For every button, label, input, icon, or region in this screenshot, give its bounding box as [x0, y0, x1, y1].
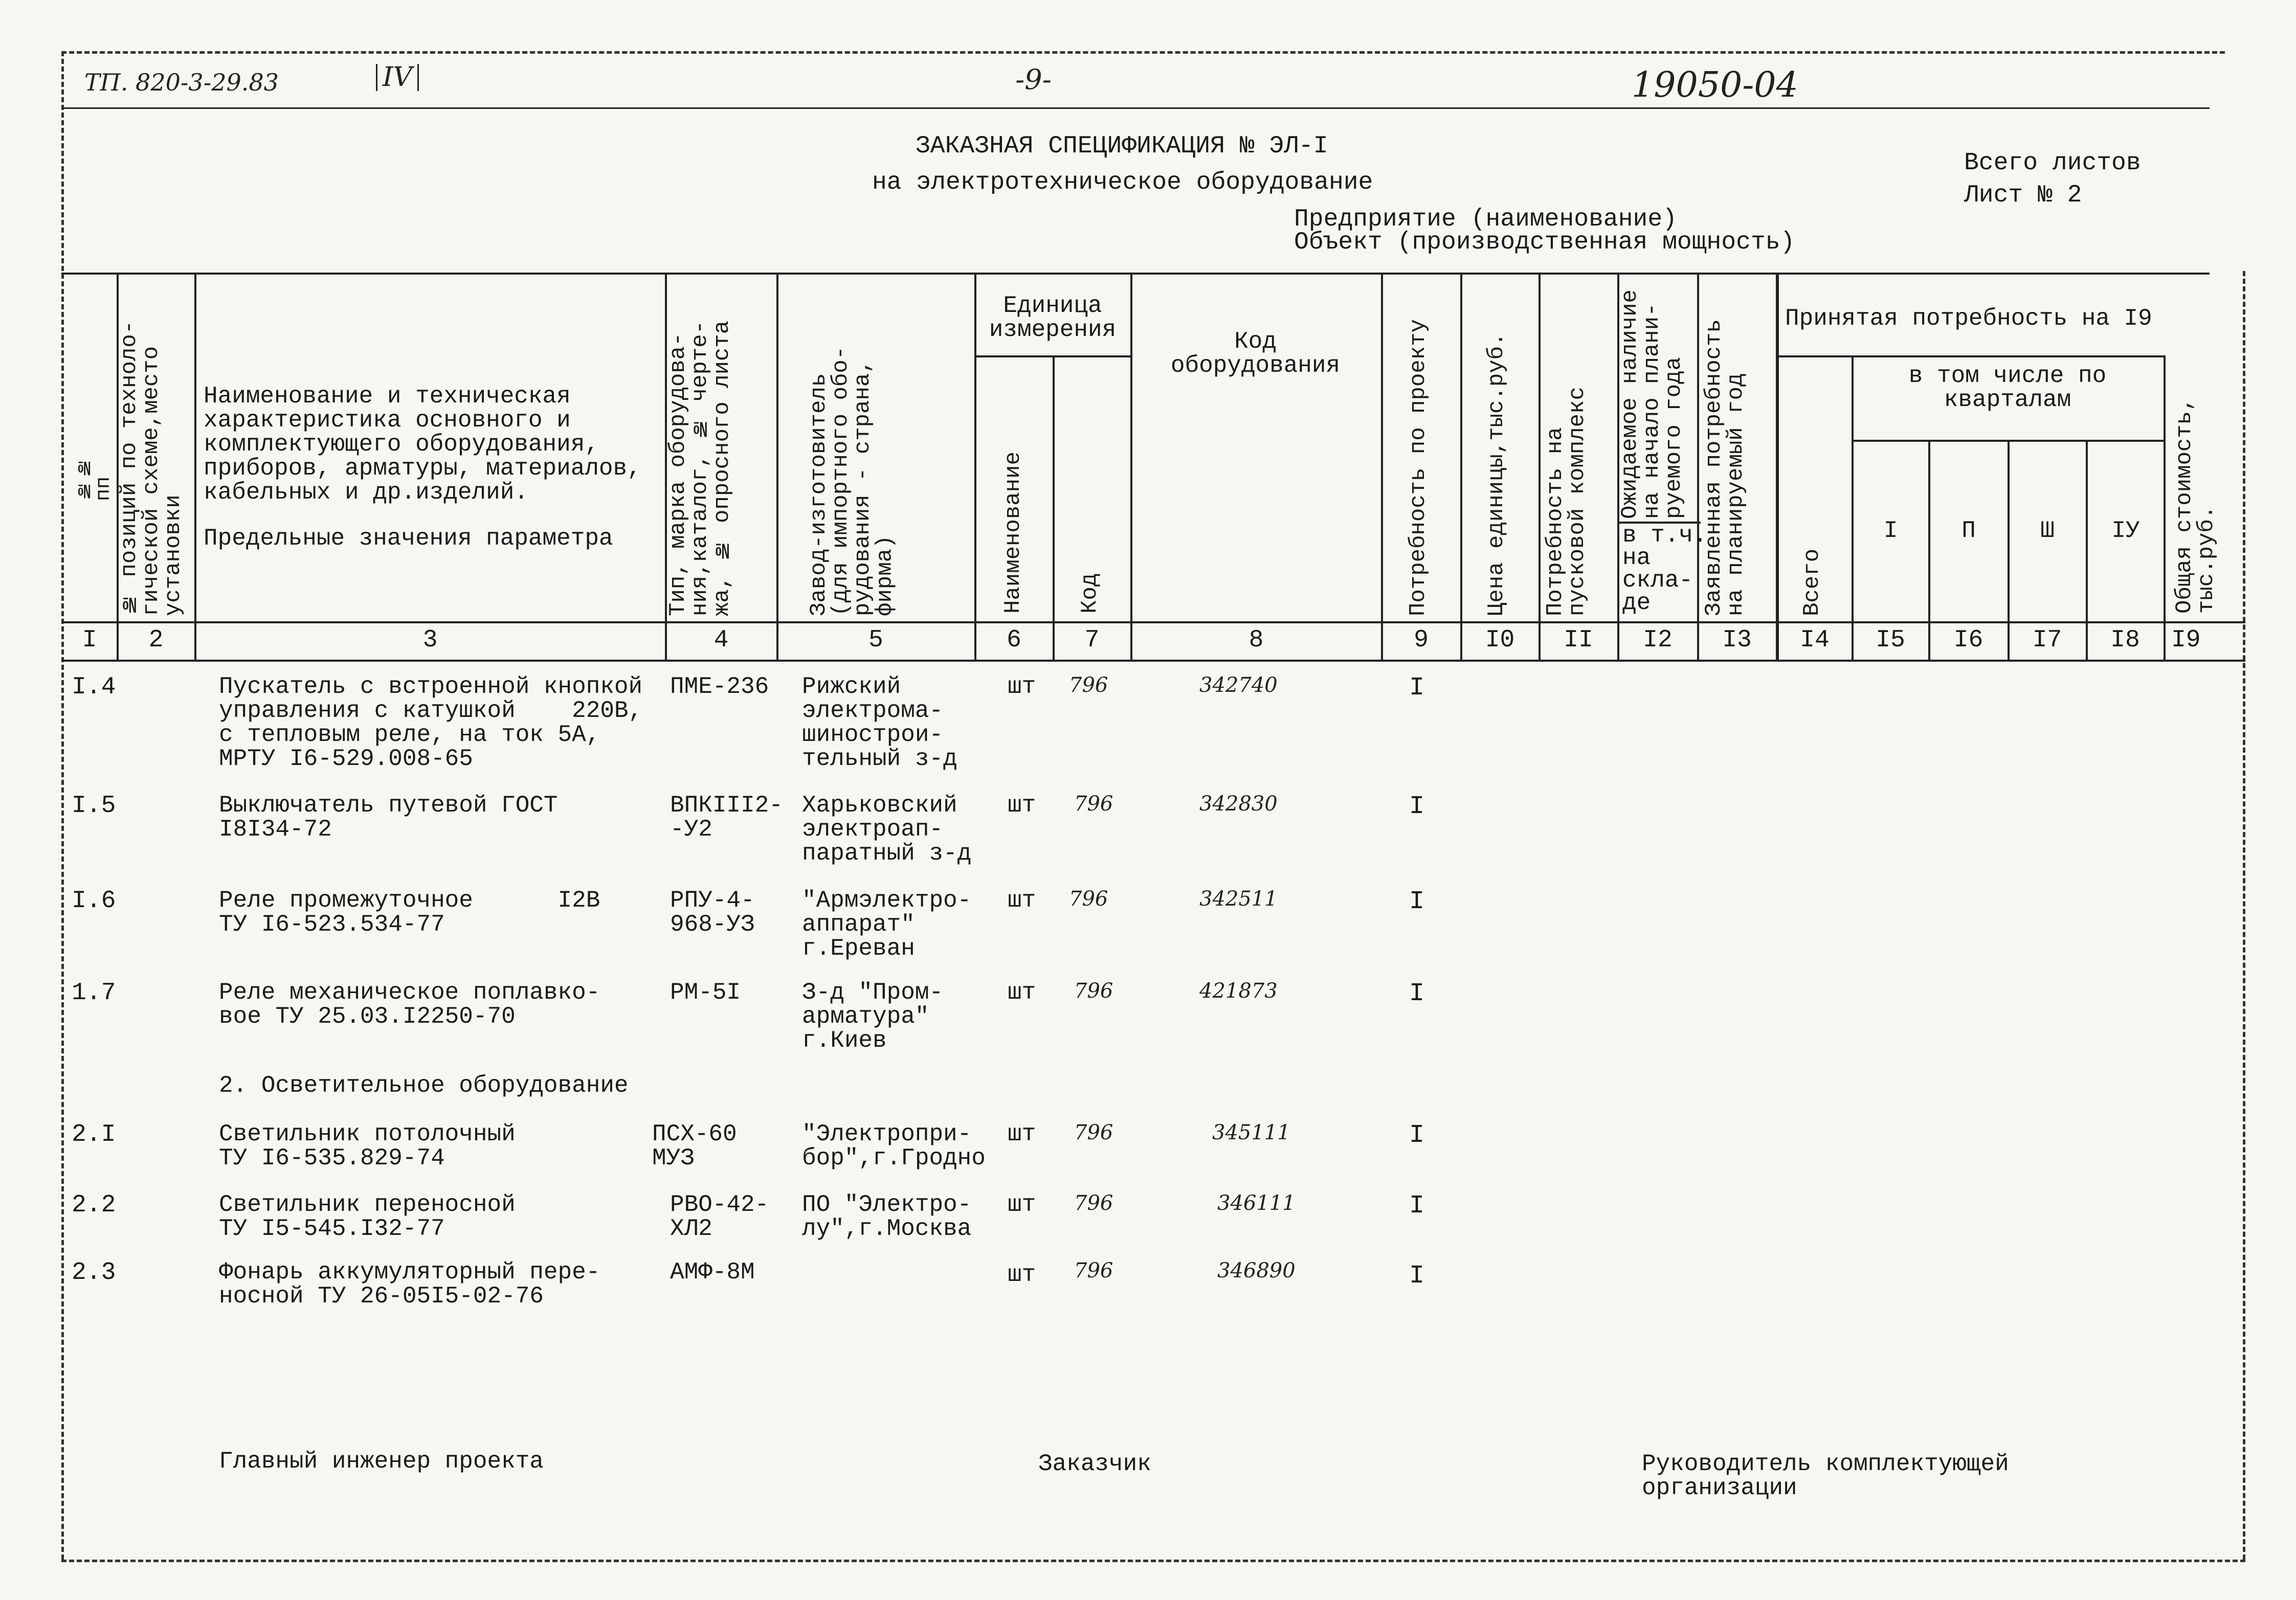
col-header-5: Завод-изготовитель (для импортного обо- рудования - страна, фирма) — [806, 346, 898, 616]
row-name: Светильник потолочный ТУ I6-535.829-74 — [219, 1121, 516, 1171]
doc-code: ТП. 820-3-29.83 — [84, 69, 279, 96]
col-header-17: Ш — [2040, 517, 2055, 544]
page-number: -9- — [1015, 63, 1052, 96]
col-number-1: I — [82, 626, 97, 654]
col-line-18 — [2164, 355, 2166, 660]
col-line-17 — [2086, 440, 2088, 660]
section-lighting-title: 2. Осветительное оборудование — [219, 1072, 629, 1099]
row-equipment-code: 346890 — [1217, 1259, 1296, 1282]
row-equipment-code: 346111 — [1217, 1191, 1296, 1215]
customer-label: Заказчик — [1038, 1451, 1151, 1477]
col-header-12-warehouse: в т.ч. на скла- де — [1622, 522, 1707, 617]
total-sheets: Всего листов — [1964, 149, 2141, 177]
col-number-13: I3 — [1722, 626, 1752, 654]
col-number-2: 2 — [148, 626, 164, 654]
row-unit: шт — [1008, 673, 1036, 700]
col-header-19: Общая стоимость, тыс.руб. — [2172, 397, 2220, 614]
row-maker: Харьковский электроап- паратный з-д — [802, 792, 972, 867]
col-line-6 — [1053, 355, 1055, 660]
row-equipment-code: 342830 — [1199, 792, 1278, 816]
row-unit-code: 796 — [1074, 1259, 1113, 1282]
row-maker: Рижский электрома- шинострои- тельный з-д — [802, 673, 957, 772]
header-rule — [61, 107, 2210, 109]
album-number: IV — [376, 64, 419, 91]
col-number-7: 7 — [1084, 626, 1100, 654]
col-header-14: Всего — [1799, 548, 1825, 616]
row-unit-code: 796 — [1074, 979, 1113, 1003]
col-header-3-name: Наименование и техническая характеристика основного и комплектующего оборудования, приборов, арматуры, материалов, кабельных и др.изделий. — [204, 383, 641, 506]
row-maker: "Армэлектро- аппарат" г.Ереван — [802, 887, 972, 962]
col-header-9: Потребность по проекту — [1406, 319, 1431, 616]
row-unit-code: 796 — [1074, 1121, 1113, 1144]
col-header-7: Код — [1077, 573, 1103, 614]
row-unit-code: 796 — [1069, 887, 1108, 911]
col-line-14 — [1852, 355, 1854, 660]
row-type: РВО-42- ХЛ2 — [670, 1191, 769, 1242]
row-equipment-code: 345111 — [1212, 1121, 1290, 1144]
row-unit: шт — [1008, 1261, 1036, 1288]
row-unit-code: 796 — [1074, 1191, 1113, 1215]
row-type: ПМЕ-236 — [670, 673, 769, 700]
frame-left — [61, 51, 64, 1560]
col-line-15 — [1928, 440, 1930, 660]
row-type: РМ-5I — [670, 979, 741, 1006]
row-type: ПСХ-60 МУЗ — [652, 1121, 737, 1171]
col-number-14: I4 — [1800, 626, 1830, 654]
spec-title: ЗАКАЗНАЯ СПЕЦИФИКАЦИЯ № ЭЛ-I — [916, 132, 1328, 160]
accepted-sub-rule — [1777, 355, 2164, 357]
row-unit: шт — [1008, 1191, 1036, 1218]
col-number-12: I2 — [1643, 626, 1673, 654]
col-line-8 — [1381, 273, 1383, 660]
row-name: Фонарь аккумуляторный пере- носной ТУ 26-05I5-02-76 — [219, 1259, 600, 1310]
enterprise-label: Предприятие (наименование) — [1294, 206, 1677, 233]
supplier-head-label: Руководитель комплектующей организации — [1642, 1451, 2009, 1501]
row-maker: "Электропри- бор",г.Гродно — [802, 1121, 986, 1171]
col-line-16 — [2008, 440, 2010, 660]
row-maker: З-д "Пром- арматура" г.Киев — [802, 979, 944, 1054]
row-quantity: I — [1409, 1191, 1425, 1221]
row-name: Реле механическое поплавко- вое ТУ 25.03.I2250-70 — [219, 979, 600, 1030]
row-unit: шт — [1008, 887, 1036, 914]
row-quantity: I — [1409, 1121, 1425, 1150]
col-header-16: П — [1961, 517, 1976, 544]
row-quantity: I — [1409, 1261, 1425, 1291]
col-header-quarters-group: в том числе по кварталам — [1908, 363, 2107, 413]
row-type: ВПКIII2- -У2 — [670, 792, 783, 843]
col-line-4 — [776, 273, 778, 660]
col-number-10: I0 — [1485, 626, 1515, 654]
col-number-17: I7 — [2032, 626, 2062, 654]
col-header-1: №№ пп — [73, 455, 116, 501]
frame-top — [61, 51, 2225, 54]
frame-right — [2243, 271, 2245, 1560]
row-equipment-code: 342511 — [1199, 887, 1278, 911]
col-line-10 — [1539, 273, 1541, 660]
object-label: Объект (производственная мощность) — [1294, 229, 1795, 256]
col-header-12-expected: Ожидаемое наличие на начало плани- руемого года — [1617, 289, 1687, 519]
col-number-11: II — [1564, 626, 1593, 654]
row-unit: шт — [1008, 792, 1036, 819]
col-header-accepted: Принятая потребность на I9 — [1785, 305, 2152, 332]
row-maker: ПО "Электро- лу",г.Москва — [802, 1191, 972, 1242]
col-line-2 — [194, 273, 196, 660]
row-position: I.4 — [72, 673, 116, 701]
col-number-18: I8 — [2110, 626, 2140, 654]
row-unit: шт — [1008, 1121, 1036, 1147]
col-line-9 — [1460, 273, 1462, 660]
row-quantity: I — [1409, 792, 1425, 821]
col-header-8: Код оборудования — [1170, 328, 1341, 379]
row-position: 1.7 — [72, 979, 116, 1007]
colnum-bottom-rule — [61, 660, 2245, 662]
col-header-4: Тип, марка оборудова- ния,каталог, № черте- жа, № опросного листа — [665, 320, 735, 616]
row-type: АМФ-8М — [670, 1259, 755, 1286]
chief-engineer-label: Главный инженер проекта — [219, 1448, 544, 1475]
row-quantity: I — [1409, 673, 1425, 703]
spec-subtitle: на электротехническое оборудование — [872, 169, 1373, 196]
col-number-6: 6 — [1007, 626, 1021, 654]
col-header-10: Цена единицы,тыс.руб. — [1484, 332, 1509, 616]
inventory-number: 19050-04 — [1632, 65, 1798, 105]
col-number-5: 5 — [868, 626, 883, 654]
row-name: Выключатель путевой ГОСТ I8I34-72 — [219, 792, 558, 843]
col-number-19: I9 — [2171, 626, 2201, 654]
col-header-13: Заявленная потребность на планируемый год — [1701, 319, 1749, 616]
row-name: Реле промежуточное I2В ТУ I6-523.534-77 — [219, 887, 600, 938]
row-quantity: I — [1409, 887, 1425, 916]
row-quantity: I — [1409, 979, 1425, 1008]
row-unit-code: 796 — [1069, 673, 1108, 697]
sheet-number: Лист № 2 — [1964, 182, 2082, 209]
row-unit: шт — [1008, 979, 1036, 1006]
col-header-15: I — [1883, 517, 1898, 544]
row-unit-code: 796 — [1074, 792, 1113, 816]
row-equipment-code: 342740 — [1199, 673, 1278, 697]
row-position: 2.I — [72, 1121, 116, 1148]
col-header-18: IУ — [2111, 517, 2140, 544]
col-header-11: Потребность на пусковой комплекс — [1543, 387, 1591, 616]
col-number-4: 4 — [714, 626, 729, 654]
col-header-3-limits: Предельные значения параметра — [204, 525, 613, 552]
col-number-9: 9 — [1414, 626, 1429, 654]
col-header-6: Наименование — [1000, 452, 1026, 614]
colnum-top-rule — [61, 621, 2245, 623]
row-name: Светильник переносной ТУ I5-545.I32-77 — [219, 1191, 516, 1242]
col-header-2: № позиций по техноло- гической схеме,место установки — [117, 320, 187, 616]
col-number-15: I5 — [1876, 626, 1905, 654]
row-position: I.6 — [72, 887, 116, 915]
col-number-3: 3 — [422, 626, 438, 654]
table-top-rule — [61, 273, 2210, 275]
row-type: РПУ-4- 968-УЗ — [670, 887, 755, 938]
col-header-unit-group: Единица измерения — [989, 292, 1117, 343]
frame-bottom — [61, 1560, 2245, 1562]
col-number-16: I6 — [1953, 626, 1983, 654]
row-position: I.5 — [72, 792, 116, 820]
col-line-13 — [1776, 273, 1779, 660]
row-name: Пускатель с встроенной кнопкой управления с катушкой 220В, с тепловым реле, на ток 5А, МРТУ I6-529.008-65 — [219, 673, 643, 772]
row-position: 2.3 — [72, 1259, 116, 1287]
row-equipment-code: 421873 — [1199, 979, 1278, 1003]
col-number-8: 8 — [1249, 626, 1264, 654]
row-position: 2.2 — [72, 1191, 116, 1219]
